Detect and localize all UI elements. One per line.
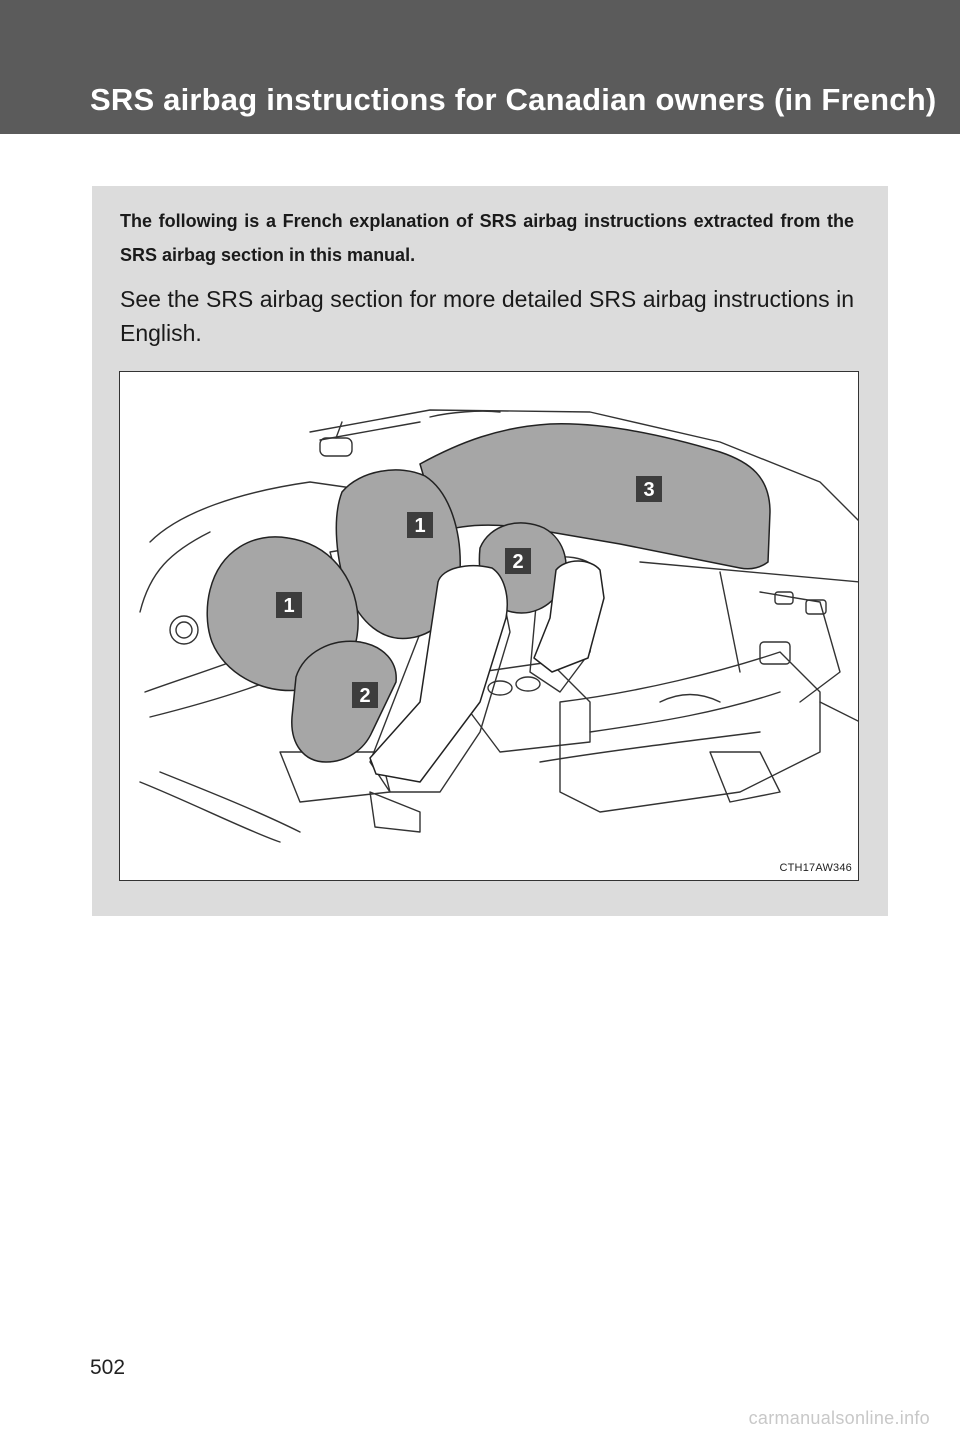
car-interior-drawing — [120, 372, 859, 881]
intro-bold-text: The following is a French explanation of SRS airbag instructions extracted from the SRS airbag section in this manual. — [120, 211, 854, 265]
page-number: 502 — [90, 1356, 126, 1379]
airbag-illustration — [119, 371, 859, 881]
callout-label: 1 — [414, 515, 426, 537]
callout-label: 2 — [512, 551, 524, 573]
callout-label: 1 — [283, 595, 295, 617]
callout-label: 3 — [643, 479, 655, 501]
header-band — [0, 0, 960, 134]
callout-label: 2 — [359, 685, 371, 707]
watermark-text: carmanualsonline.info — [748, 1408, 930, 1428]
figure-code: CTH17AW346 — [779, 862, 852, 874]
intro-regular-text: See the SRS airbag section for more detailed SRS airbag instructions in English. — [120, 286, 854, 346]
page-title: SRS airbag instructions for Canadian owners (in French) — [90, 82, 937, 117]
info-panel — [92, 186, 888, 916]
